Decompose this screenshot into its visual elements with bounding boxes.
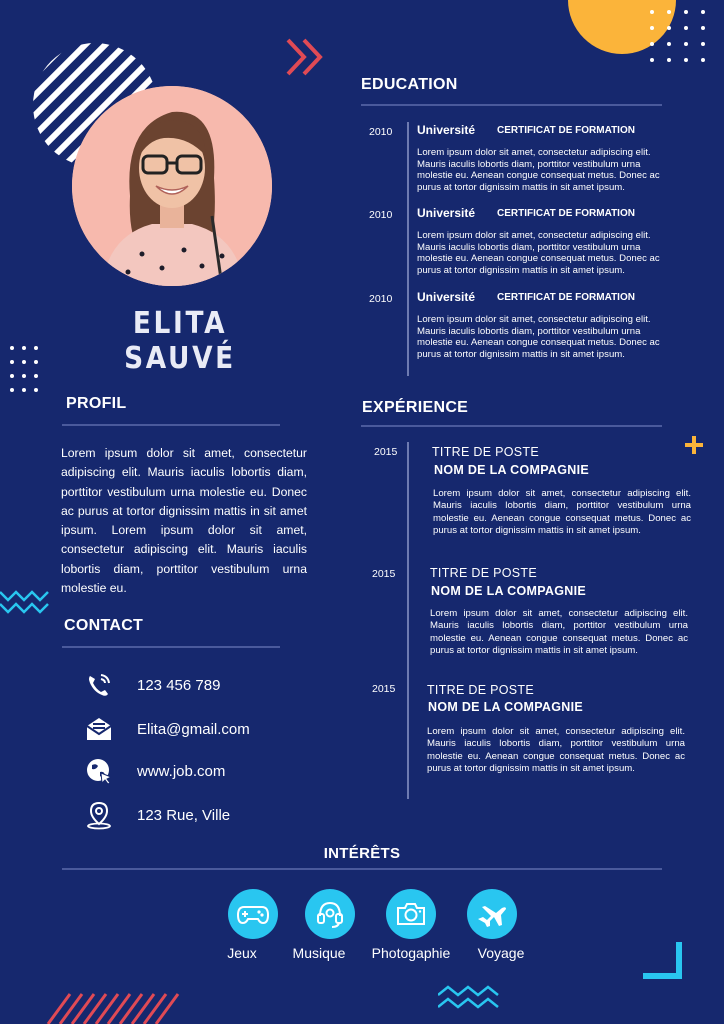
experience-description: Lorem ipsum dolor sit amet, consectetur adipiscing elit. Mauris iaculis lobortis diam, porttitor vestibulum urna molestie eu. Aenean congue consequat metus. Donec ac purus at tortor dignissim mattis in sit amet ipsum. — [433, 488, 691, 537]
experience-description: Lorem ipsum dolor sit amet, consectetur adipiscing elit. Mauris iaculis lobortis diam, porttitor vestibulum urna molestie eu. Aenean congue consequat metus. Donec ac purus at tortor dignissim mattis in sit amet ipsum. — [427, 726, 685, 775]
education-timeline — [407, 122, 409, 376]
profile-divider — [62, 424, 280, 426]
contact-title: CONTACT — [64, 617, 144, 634]
experience-year: 2015 — [372, 683, 396, 695]
corner-bracket-decoration — [643, 942, 685, 982]
envelope-icon — [84, 714, 114, 744]
education-year: 2010 — [369, 126, 393, 138]
camera-icon — [386, 889, 436, 939]
phone-icon — [84, 670, 114, 700]
contact-phone-row — [84, 669, 324, 701]
education-certificate: CERTIFICAT DE FORMATION — [497, 292, 635, 303]
contact-website-row — [84, 755, 324, 787]
experience-year: 2015 — [374, 446, 398, 458]
education-year: 2010 — [369, 209, 393, 221]
contact-email[interactable]: Elita@gmail.com — [137, 720, 250, 738]
airplane-icon — [467, 889, 517, 939]
experience-year: 2015 — [372, 568, 396, 580]
profile-text: Lorem ipsum dolor sit amet, consectetur adipiscing elit. Mauris iaculis lobortis diam, porttitor vestibulum urna molestie eu. Donec ac purus at tortor dignissim mattis in sit amet ipsum. Lorem ipsum dolor sit amet, consectetur adipiscing elit. Mauris iaculis lobortis diam, porttitor vestibulum urna molestie eu. — [61, 446, 307, 596]
interest-label: Photogaphie — [371, 945, 451, 961]
education-certificate: CERTIFICAT DE FORMATION — [497, 125, 635, 136]
interest-label: Voyage — [477, 945, 525, 961]
contact-address-row — [84, 799, 324, 831]
interests-title: INTÉRÊTS — [323, 845, 401, 862]
experience-company: NOM DE LA COMPAGNIE — [431, 584, 587, 598]
interest-label: Jeux — [227, 945, 257, 961]
contact-website[interactable]: www.job.com — [137, 762, 226, 780]
education-description: Lorem ipsum dolor sit amet, consectetur adipiscing elit. Mauris iaculis lobortis diam, porttitor vestibulum urna molestie eu. Aenean congue consequat metus. Donec ac purus at tortor dignissim mattis in sit amet ipsum. — [417, 314, 660, 360]
contact-email-row — [84, 713, 324, 745]
location-pin-icon — [84, 800, 114, 830]
double-chevron-icon — [284, 36, 330, 78]
profile-photo — [72, 86, 272, 286]
experience-description: Lorem ipsum dolor sit amet, consectetur adipiscing elit. Mauris iaculis lobortis diam, porttitor vestibulum urna molestie eu. Aenean congue consequat metus. Donec ac purus at tortor dignissim mattis in sit amet ipsum. — [430, 608, 688, 657]
interests-divider — [62, 868, 662, 870]
education-description: Lorem ipsum dolor sit amet, consectetur adipiscing elit. Mauris iaculis lobortis diam, porttitor vestibulum urna molestie eu. Aenean congue consequat metus. Donec ac purus at tortor dignissim mattis in sit amet ipsum. — [417, 230, 660, 276]
person-name: ELITA SAUVÉ — [124, 306, 236, 376]
globe-cursor-icon — [84, 756, 114, 786]
interest-label: Musique — [292, 945, 346, 961]
headset-icon — [305, 889, 355, 939]
avatar — [72, 86, 272, 286]
education-title: EDUCATION — [361, 76, 458, 93]
experience-job-title: TITRE DE POSTE — [432, 445, 539, 459]
contact-phone[interactable]: 123 456 789 — [137, 676, 221, 694]
zigzag-bottom-decoration — [438, 985, 500, 1015]
education-school: Université — [417, 290, 476, 304]
education-school: Université — [417, 123, 476, 137]
education-year: 2010 — [369, 293, 393, 305]
experience-timeline — [407, 442, 409, 799]
experience-title: EXPÉRIENCE — [362, 399, 469, 416]
gamepad-icon — [228, 889, 278, 939]
profile-title: PROFIL — [66, 395, 127, 412]
experience-job-title: TITRE DE POSTE — [430, 566, 537, 580]
education-description: Lorem ipsum dolor sit amet, consectetur adipiscing elit. Mauris iaculis lobortis diam, porttitor vestibulum urna molestie eu. Aenean congue consequat metus. Donec ac purus at tortor dignissim mattis in sit amet ipsum. — [417, 147, 660, 193]
experience-divider — [361, 425, 662, 427]
experience-company: NOM DE LA COMPAGNIE — [428, 700, 584, 714]
education-certificate: CERTIFICAT DE FORMATION — [497, 208, 635, 219]
experience-job-title: TITRE DE POSTE — [427, 683, 534, 697]
experience-company: NOM DE LA COMPAGNIE — [434, 463, 590, 477]
dot-grid-top-right — [650, 10, 705, 62]
zigzag-left-decoration — [0, 588, 50, 616]
education-divider — [361, 104, 662, 106]
education-school: Université — [417, 206, 476, 220]
contact-divider — [62, 646, 280, 648]
dot-grid-left — [10, 346, 38, 392]
contact-address: 123 Rue, Ville — [137, 806, 231, 824]
red-stripes-decoration — [46, 990, 186, 1024]
plus-icon — [684, 435, 704, 455]
